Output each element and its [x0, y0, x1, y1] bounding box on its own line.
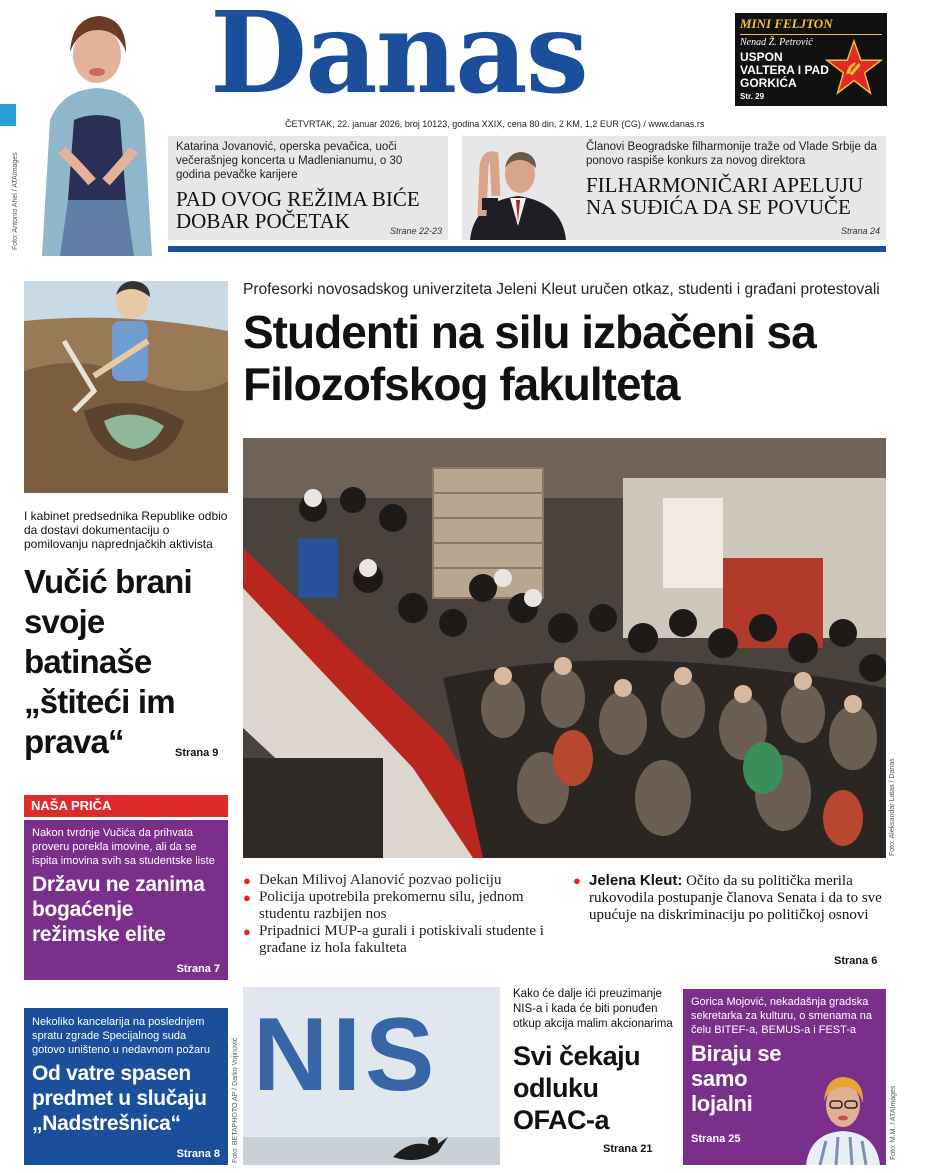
- kleut-quote-text: Očito da su politička merila rukovodila postupanje članova Senata i da to sve upućuje na diskriminaciju po političkoj osnovi: [589, 873, 882, 923]
- mojovic-story-lede: Gorica Mojović, nekadašnja gradska sekretarka za kulturu, o smenama na čelu BITEF-a, BEMUS-a i FEST-a: [691, 996, 872, 1036]
- vucic-story-page: Strana 9: [175, 747, 219, 759]
- mojovic-story-headline: Biraju se samo lojalni: [691, 1041, 782, 1116]
- singer-photo-credit: Foto: Antonio Ahel / ATAImages: [12, 152, 19, 250]
- vatra-story-box[interactable]: [24, 1008, 228, 1165]
- main-story-bullets: [243, 872, 563, 957]
- feljton-author: Nenad Ž. Petrović: [740, 37, 813, 48]
- singer-photo[interactable]: [22, 0, 172, 256]
- mojovic-photo-credit: Foto: M.M. / ATAImages: [890, 1085, 897, 1160]
- nis-photo[interactable]: [243, 987, 500, 1165]
- side-accent: [0, 104, 16, 126]
- main-photo-credit: Foto: Aleksandar Latas / Danas: [889, 758, 896, 856]
- teaser-philharmonic-lede: Članovi Beogradske filharmonije traže od Vlade Srbije da ponovo raspiše konkurs za novog direktora: [586, 141, 877, 167]
- nis-story-kicker: Kako će dalje ići preuzimanje NIS-a i kada će biti ponuđen otkup akcija malim akcionarima: [513, 988, 673, 1030]
- teaser-opera[interactable]: [168, 136, 448, 240]
- vucic-story-kicker: I kabinet predsednika Republike odbio da dostavi dokumentaciju o pomilovanju naprednjačkih aktivista: [24, 509, 228, 551]
- feljton-box[interactable]: [735, 13, 887, 106]
- mojovic-story-box[interactable]: [683, 989, 886, 1165]
- vatra-story-lede: Nekoliko kancelarija na poslednjem spratu zgrade Specijalnog suda gotovo uništeno u nedavnom požaru: [32, 1016, 210, 1056]
- nasa-prica-page: Strana 7: [176, 963, 220, 975]
- nis-sign-text: NIS: [253, 997, 439, 1113]
- red-star-icon: [825, 39, 883, 97]
- teaser-opera-page: Strane 22-23: [389, 226, 442, 236]
- teaser-opera-lede: Katarina Jovanović, operska pevačica, uoči večerašnjeg koncerta u Madlenianumu, o 30 godina pevačke karijere: [176, 141, 403, 181]
- feljton-page: Str. 29: [740, 92, 765, 101]
- nis-story-headline[interactable]: Svi čekaju odluku OFAC-a: [513, 1041, 641, 1135]
- mojovic-story-page: Strana 25: [691, 1133, 741, 1145]
- vatra-story-headline: Od vatre spasen predmet u slučaju „Nadstrešnica“: [32, 1062, 207, 1135]
- nis-story-page: Strana 21: [603, 1143, 653, 1155]
- nasa-prica-lede: Nakon tvrdnje Vučića da prihvata proveru porekla imovine, ali da se ispita imovina svih sa studentske liste: [32, 827, 215, 867]
- vatra-story-page: Strana 8: [176, 1148, 220, 1160]
- teaser-philharmonic-headline: FILHARMONIČARI APELUJU NA SUĐIĆA DA SE POVUČE: [586, 173, 864, 219]
- kleut-quote: [573, 872, 888, 924]
- vucic-story-headline[interactable]: Vučić brani svoje batinaše „štiteći im prava“: [24, 563, 192, 760]
- bullet-item: ● Pripadnici MUP-a gurali i potiskivali studente i građane iz hola fakulteta: [243, 923, 563, 957]
- teaser-philharmonic-page: Strana 24: [840, 226, 880, 236]
- main-story-photo[interactable]: [243, 438, 886, 858]
- main-story-page: Strana 6: [834, 955, 878, 967]
- issue-line: ČETVRTAK, 22. januar 2026, broj 10123, godina XXIX, cena 80 din, 2 KM, 1,2 EUR (CG) / www.danas.rs: [285, 119, 705, 129]
- editorial-cartoon[interactable]: [24, 281, 228, 493]
- nasa-prica-label: NAŠA PRIČA: [24, 795, 228, 817]
- teaser-opera-headline: PAD OVOG REŽIMA BIĆE DOBAR POČETAK: [176, 187, 420, 233]
- header-divider: [168, 246, 886, 252]
- nasa-prica-headline: Državu ne zanima bogaćenje režimske elite: [32, 873, 205, 946]
- main-story-headline[interactable]: Studenti na silu izbačeni sa Filozofskog fakulteta: [243, 306, 816, 410]
- bullet-item: ● Policija upotrebila prekomernu silu, jednom studentu razbijen nos: [243, 889, 563, 923]
- kleut-quote-name: Jelena Kleut:: [589, 872, 683, 889]
- feljton-headline: USPON VALTERA I PAD GORKIĆA: [740, 50, 829, 90]
- mojovic-photo: [800, 1061, 886, 1165]
- bullet-item: ● Dekan Milivoj Alanović pozvao policiju: [243, 872, 563, 889]
- main-story-kicker: Profesorki novosadskog univerziteta Jeleni Kleut uručen otkaz, studenti i građani protestovali: [243, 281, 880, 298]
- nasa-prica-box[interactable]: [24, 820, 228, 980]
- feljton-kicker: MINI FELJTON: [740, 16, 882, 35]
- masthead-logo[interactable]: Danas: [210, 0, 587, 119]
- teaser-philharmonic[interactable]: [462, 136, 886, 240]
- nis-photo-credit: Foto: BETAPHOTO AP / Darko Vojinović: [232, 1037, 239, 1163]
- conductor-photo: [462, 136, 574, 240]
